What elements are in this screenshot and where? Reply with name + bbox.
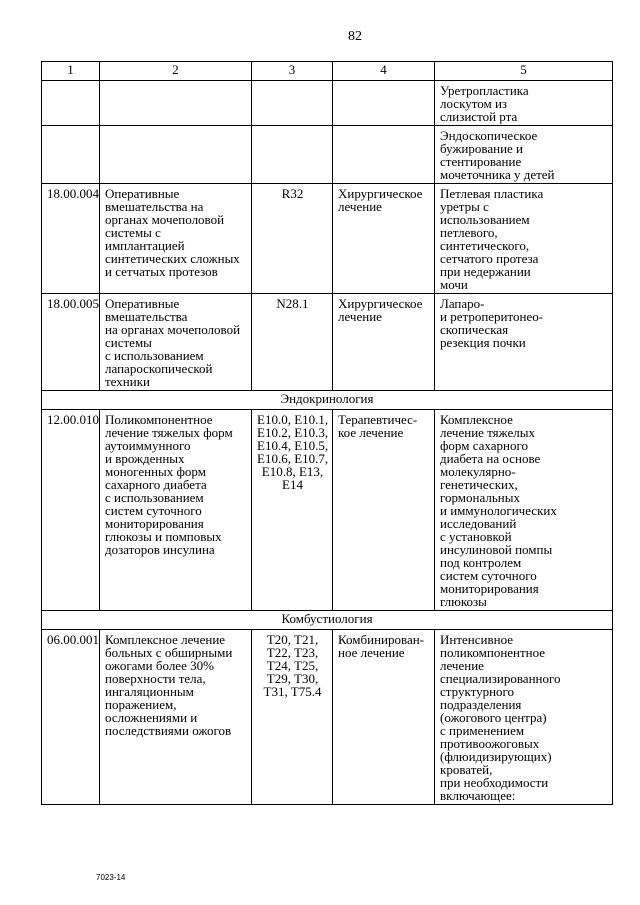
method-cell-line: генетических, [440, 477, 518, 492]
code-cell: 18.00.005 [42, 294, 100, 391]
icd-cell-line: T31, T75.4 [263, 684, 322, 699]
icd-cell [252, 410, 333, 611]
name-cell-line: системы с [105, 225, 161, 240]
icd-cell-line: E10.4, E10.5, [257, 438, 329, 453]
icd-cell-line: T22, T23, [266, 645, 319, 660]
icd-cell-line: R32 [281, 186, 304, 201]
name-cell-line: осложнениями и [105, 710, 198, 725]
icd-cell-line: T29, T30, [266, 671, 319, 686]
name-cell-line: лечение тяжелых форм [105, 425, 233, 440]
method-cell [435, 410, 613, 611]
name-cell-line: ингаляционным [105, 684, 194, 699]
treatment-cell [333, 294, 435, 391]
method-cell-line: резекция почки [440, 335, 526, 350]
method-cell-line: форм сахарного [440, 438, 528, 453]
name-cell-line: Оперативные [105, 186, 180, 201]
name-cell-line: мониторирования [105, 516, 204, 531]
method-cell-line: Уретропластика [440, 83, 529, 98]
header-cell-4: 4 [333, 62, 435, 81]
name-cell-line: с использованием [105, 348, 204, 363]
treatment-cell-line: Комбинирован- [338, 632, 425, 647]
table-row [42, 630, 613, 805]
method-cell-line: включающее: [440, 788, 516, 803]
treatment-table [41, 61, 613, 805]
treatment-cell-line: ное лечение [338, 645, 405, 660]
icd-cell-line: N28.1 [276, 296, 309, 311]
method-cell-line: с применением [440, 723, 525, 738]
code-cell: 12.00.010 [42, 410, 100, 611]
method-cell-line: Эндоскопическое [440, 128, 538, 143]
treatment-cell-line: Терапевтичес- [338, 412, 418, 427]
method-cell-line: структурного [440, 684, 515, 699]
name-cell-line: поверхности тела, [105, 671, 206, 686]
name-cell [100, 630, 252, 805]
icd-cell-line: E10.2, E10.3, [257, 425, 329, 440]
method-cell-line: синтетического, [440, 238, 530, 253]
header-cell-1: 1 [42, 62, 100, 81]
section-row [42, 391, 613, 410]
treatment-cell [333, 81, 435, 126]
section-title: Эндокринология [42, 391, 613, 410]
icd-cell-line: T20, T21, [266, 632, 319, 647]
method-cell-line: глюкозы [440, 594, 487, 609]
treatment-cell [333, 410, 435, 611]
name-cell-line: вмешательства [105, 309, 188, 324]
section-title: Комбустиология [42, 611, 613, 630]
method-cell-line: и ретроперитонео- [440, 309, 544, 324]
table-row [42, 184, 613, 294]
method-cell-line: при необходимости [440, 775, 549, 790]
footer-code: 7023-14 [96, 873, 126, 882]
name-cell-line: вмешательства на [105, 199, 204, 214]
icd-cell-line: E10.8, E13, [261, 464, 324, 479]
name-cell-line: поражением, [105, 697, 177, 712]
method-cell-line: мониторирования [440, 581, 539, 596]
method-cell-line: Интенсивное [440, 632, 514, 647]
method-cell-line: под контролем [440, 555, 522, 570]
method-cell [435, 184, 613, 294]
method-cell-line: при недержании [440, 264, 531, 279]
method-cell-line: противоожоговых [440, 736, 540, 751]
method-cell-line: и иммунологических [440, 503, 557, 518]
name-cell-line: сахарного диабета [105, 477, 207, 492]
method-cell-line: бужирование и [440, 141, 524, 156]
method-cell-line: стентирование [440, 154, 522, 169]
method-cell-line: с установкой [440, 529, 512, 544]
section-row [42, 611, 613, 630]
code-cell: 06.00.001 [42, 630, 100, 805]
method-cell-line: мочеточника у детей [440, 167, 555, 182]
method-cell [435, 630, 613, 805]
treatment-cell [333, 630, 435, 805]
header-row [42, 62, 613, 81]
icd-cell-line: E10.0, E10.1, [257, 412, 329, 427]
header-cell-5: 5 [435, 62, 613, 81]
method-cell-line: лечение [440, 658, 484, 673]
method-cell-line: специализированного [440, 671, 561, 686]
icd-cell [252, 294, 333, 391]
method-cell-line: Комплексное [440, 412, 513, 427]
table-row [42, 294, 613, 391]
method-cell-line: Петлевая пластика [440, 186, 544, 201]
name-cell-line: и сетчатых протезов [105, 264, 218, 279]
name-cell-line: Поликомпонентное [105, 412, 213, 427]
method-cell-line: сетчатого протеза [440, 251, 539, 266]
name-cell-line: ожогами более 30% [105, 658, 214, 673]
name-cell-line: Комплексное лечение [105, 632, 226, 647]
name-cell [100, 184, 252, 294]
name-cell-line: лапароскопической [105, 361, 213, 376]
code-cell: 18.00.004 [42, 184, 100, 294]
name-cell-line: органах мочеполовой [105, 212, 225, 227]
icd-cell [252, 81, 333, 126]
method-cell-line: подразделения [440, 697, 522, 712]
name-cell-line: имплантацией [105, 238, 185, 253]
code-cell [42, 81, 100, 126]
name-cell-line: синтетических сложных [105, 251, 240, 266]
treatment-cell [333, 184, 435, 294]
method-cell-line: диабета на основе [440, 451, 541, 466]
name-cell-line: на органах мочеполовой [105, 322, 241, 337]
icd-cell [252, 184, 333, 294]
name-cell-line: больных с обширными [105, 645, 233, 660]
name-cell-line: дозаторов инсулина [105, 542, 215, 557]
treatment-cell-line: лечение [338, 199, 382, 214]
name-cell [100, 294, 252, 391]
icd-cell [252, 630, 333, 805]
icd-cell-line: E14 [282, 477, 303, 492]
method-cell-line: использованием [440, 212, 530, 227]
name-cell-line: глюкозы и помповых [105, 529, 222, 544]
page-number: 82 [348, 29, 362, 44]
name-cell-line: Оперативные [105, 296, 180, 311]
method-cell-line: кроватей, [440, 762, 493, 777]
method-cell-line: скопическая [440, 322, 509, 337]
treatment-cell-line: Хирургическое [338, 296, 423, 311]
name-cell [100, 81, 252, 126]
method-cell [435, 126, 613, 184]
name-cell [100, 410, 252, 611]
name-cell-line: техники [105, 374, 150, 389]
method-cell [435, 81, 613, 126]
continuation-row [42, 81, 613, 126]
name-cell-line: системы [105, 335, 152, 350]
name-cell [100, 126, 252, 184]
method-cell-line: (флюидизирующих) [440, 749, 552, 764]
method-cell-line: петлевого, [440, 225, 498, 240]
header-cell-2: 2 [100, 62, 252, 81]
method-cell-line: Лапаро- [440, 296, 485, 311]
name-cell-line: последствиями ожогов [105, 723, 232, 738]
method-cell-line: (ожогового центра) [440, 710, 547, 725]
code-cell [42, 126, 100, 184]
icd-cell [252, 126, 333, 184]
name-cell-line: и врожденных [105, 451, 185, 466]
method-cell-line: мочи [440, 277, 468, 292]
method-cell-line: систем суточного [440, 568, 537, 583]
table-row [42, 410, 613, 611]
method-cell-line: молекулярно- [440, 464, 516, 479]
method-cell-line: уретры с [440, 199, 489, 214]
header-cell-3: 3 [252, 62, 333, 81]
icd-cell-line: T24, T25, [266, 658, 319, 673]
continuation-row [42, 126, 613, 184]
method-cell-line: инсулиновой помпы [440, 542, 553, 557]
name-cell-line: аутоиммунного [105, 438, 191, 453]
name-cell-line: с использованием [105, 490, 204, 505]
treatment-cell-line: лечение [338, 309, 382, 324]
icd-cell-line: E10.6, E10.7, [257, 451, 329, 466]
method-cell-line: исследований [440, 516, 517, 531]
method-cell-line: слизистой рта [440, 109, 518, 124]
treatment-cell-line: кое лечение [338, 425, 404, 440]
method-cell [435, 294, 613, 391]
name-cell-line: моногенных форм [105, 464, 206, 479]
treatment-cell-line: Хирургическое [338, 186, 423, 201]
method-cell-line: лоскутом из [440, 96, 508, 111]
treatment-cell [333, 126, 435, 184]
name-cell-line: систем суточного [105, 503, 202, 518]
method-cell-line: гормональных [440, 490, 520, 505]
method-cell-line: лечение тяжелых [440, 425, 535, 440]
method-cell-line: поликомпонентное [440, 645, 546, 660]
